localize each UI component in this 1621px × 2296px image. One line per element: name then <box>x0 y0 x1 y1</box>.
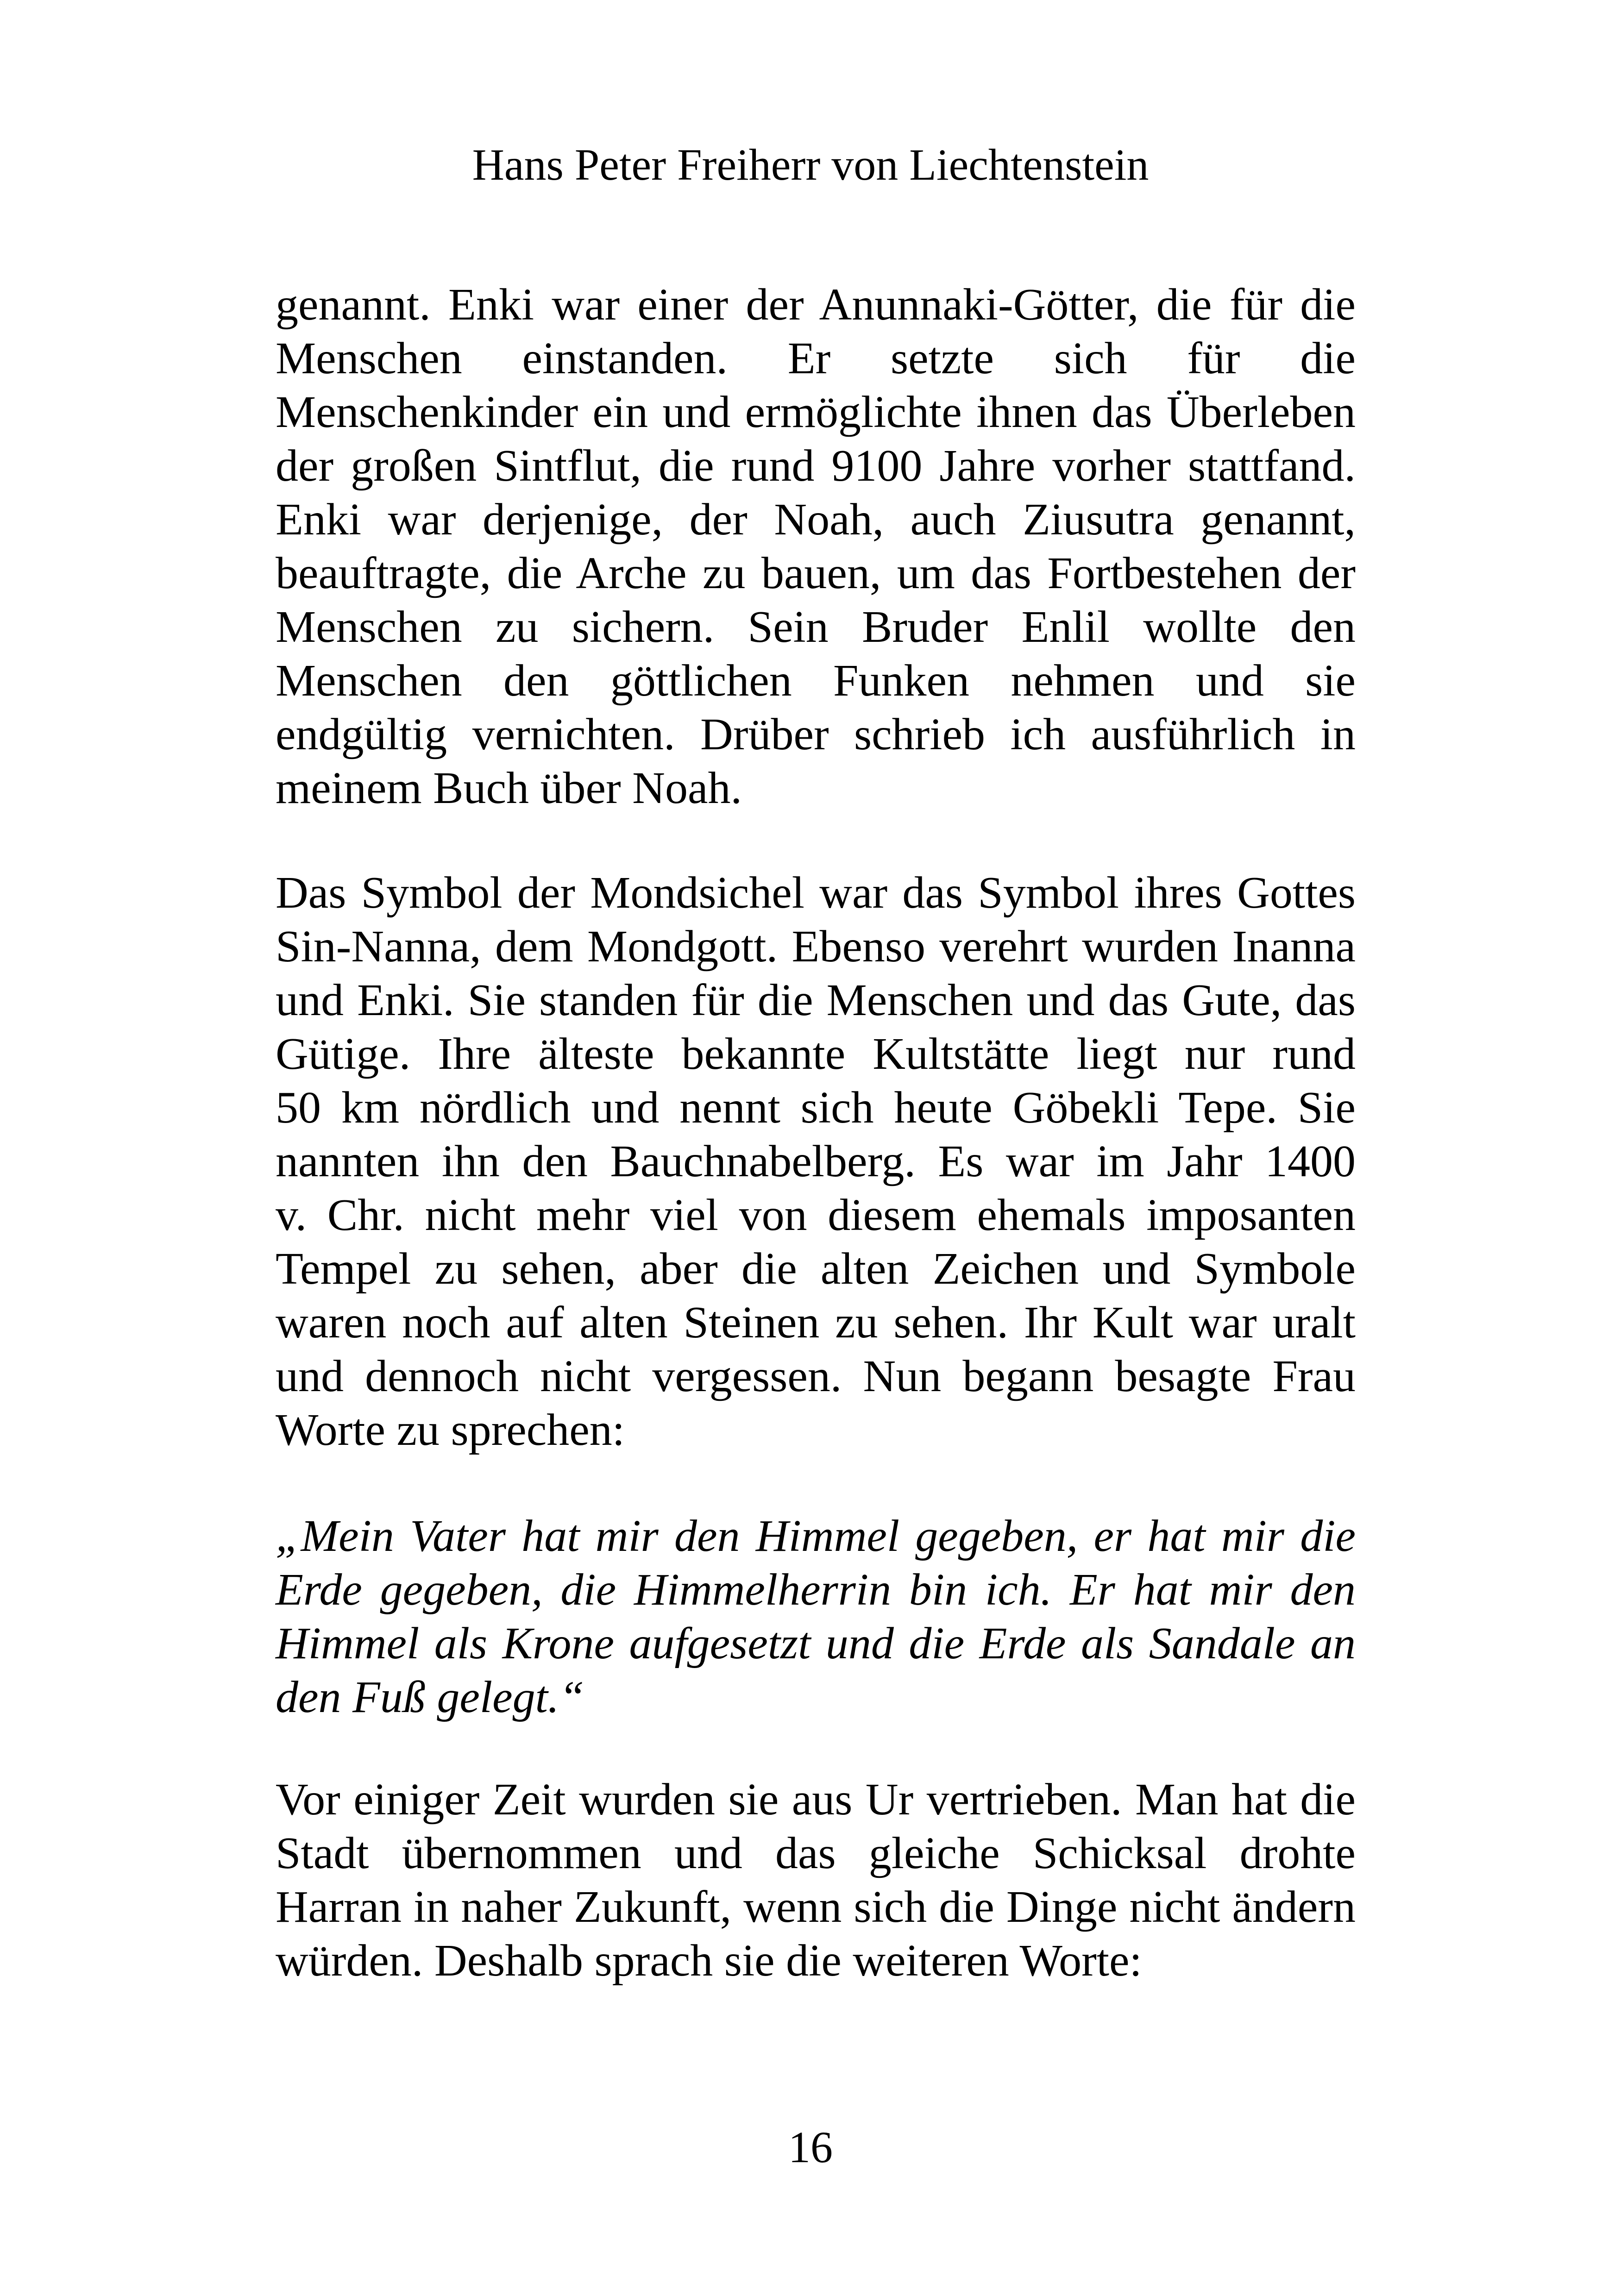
page-number: 16 <box>788 2122 833 2172</box>
text-line: beauftragte, die Arche zu bauen, um das Fortbestehen der <box>276 548 1356 598</box>
text-line: Menschen den göttlichen Funken nehmen und sie <box>276 656 1356 706</box>
paragraph-vertrieben <box>276 1773 1356 1988</box>
text-line: Gütige. Ihre älteste bekannte Kultstätte liegt nur rund <box>276 1029 1356 1079</box>
text-line: Erde gegeben, die Himmelherrin bin ich. Er hat mir den <box>276 1565 1356 1615</box>
text-line: Menschenkinder ein und ermöglichte ihnen das Überleben <box>276 387 1356 437</box>
text-line: würden. Deshalb sprach sie die weiteren Worte: <box>276 1936 1142 1986</box>
text-line: den Fuß gelegt.“ <box>276 1672 584 1722</box>
text-line: Stadt übernommen und das gleiche Schicksal drohte <box>276 1828 1356 1878</box>
text-line: Harran in naher Zukunft, wenn sich die Dinge nicht ändern <box>276 1882 1356 1932</box>
text-line: Menschen zu sichern. Sein Bruder Enlil wollte den <box>276 602 1356 652</box>
text-line: 50 km nördlich und nennt sich heute Göbekli Tepe. Sie <box>276 1083 1356 1133</box>
paragraph-enki <box>276 278 1356 815</box>
text-line: und Enki. Sie standen für die Menschen und das Gute, das <box>276 975 1356 1025</box>
text-line: v. Chr. nicht mehr viel von diesem ehemals imposanten <box>276 1190 1356 1240</box>
text-line: „Mein Vater hat mir den Himmel gegeben, er hat mir die <box>276 1511 1356 1561</box>
text-line: nannten ihn den Bauchnabelberg. Es war im Jahr 1400 <box>276 1136 1356 1186</box>
text-line: und dennoch nicht vergessen. Nun begann besagte Frau <box>276 1351 1356 1401</box>
text-line: Worte zu sprechen: <box>276 1405 625 1455</box>
text-line: genannt. Enki war einer der Anunnaki-Götter, die für die <box>276 280 1356 330</box>
quote-paragraph <box>276 1509 1356 1724</box>
text-line: Vor einiger Zeit wurden sie aus Ur vertrieben. Man hat die <box>276 1775 1356 1825</box>
text-line: Sin-Nanna, dem Mondgott. Ebenso verehrt wurden Inanna <box>276 922 1356 972</box>
text-line: Menschen einstanden. Er setzte sich für die <box>276 333 1356 383</box>
text-line: Das Symbol der Mondsichel war das Symbol ihres Gottes <box>276 868 1356 918</box>
text-line: Tempel zu sehen, aber die alten Zeichen und Symbole <box>276 1244 1356 1294</box>
text-line: endgültig vernichten. Drüber schrieb ich ausführlich in <box>276 709 1356 759</box>
paragraph-mondsichel <box>276 866 1356 1457</box>
running-header: Hans Peter Freiherr von Liechtenstein <box>472 140 1149 189</box>
text-line: Enki war derjenige, der Noah, auch Ziusutra genannt, <box>276 495 1356 545</box>
text-line: waren noch auf alten Steinen zu sehen. Ihr Kult war uralt <box>276 1298 1356 1348</box>
text-line: Himmel als Krone aufgesetzt und die Erde als Sandale an <box>276 1618 1356 1669</box>
text-line: der großen Sintflut, die rund 9100 Jahre vorher stattfand. <box>276 441 1356 491</box>
text-line: meinem Buch über Noah. <box>276 763 742 813</box>
